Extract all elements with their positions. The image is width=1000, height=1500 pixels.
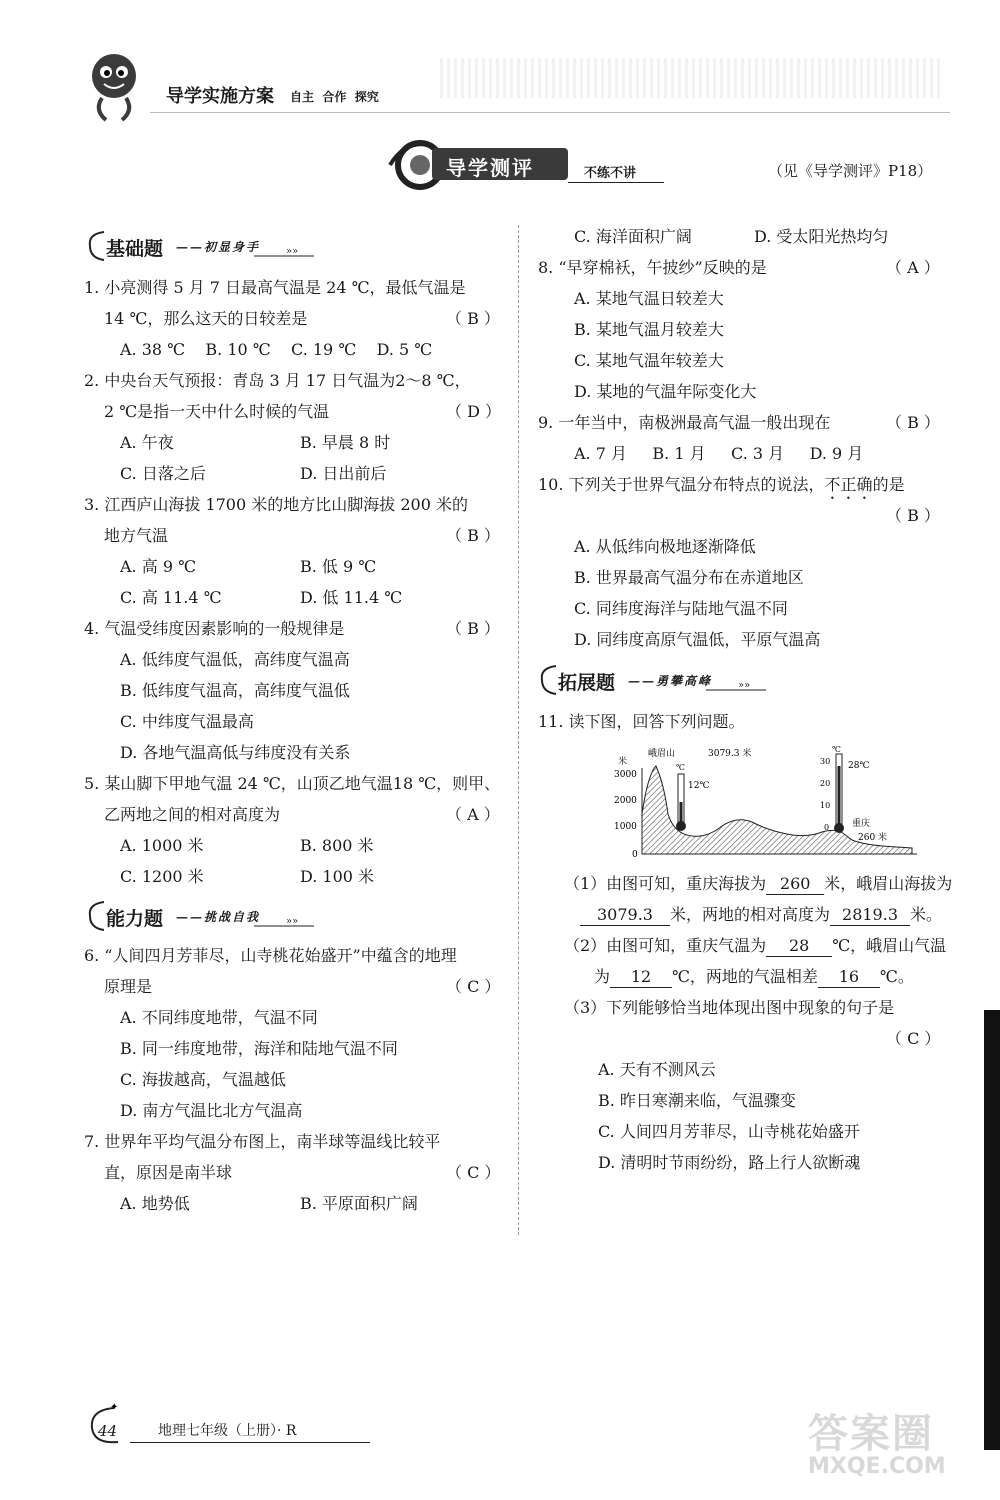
q2-option-d: D. 日出前后 — [300, 464, 387, 483]
q10-option-a: A. 从低纬向极地逐渐降低 — [574, 537, 756, 556]
header-texture — [440, 58, 940, 98]
y-tick: 2000 — [614, 796, 637, 806]
q11-part2-line2 — [594, 967, 914, 988]
q2-option-a: A. 午夜 — [120, 433, 174, 452]
q10-answer: （ B ） — [886, 506, 940, 525]
q10-emphasis: 不正确 — [824, 475, 873, 494]
q4-option-c: C. 中纬度气温最高 — [120, 712, 254, 731]
q4-answer: （ B ） — [446, 619, 500, 638]
book-title: 地理七年级（上册）· R — [158, 1423, 297, 1439]
q2-answer: （ D ） — [446, 402, 502, 421]
p1-text-b: 米，峨眉山海拔为 — [824, 874, 953, 893]
q4-option-d: D. 各地气温高低与纬度没有关系 — [120, 743, 351, 762]
q7-text: 7. 世界年平均气温分布图上，南半球等温线比较平 — [84, 1132, 441, 1151]
watermark-logo: 答案圈 — [808, 1411, 934, 1457]
thermo-unit: ℃ — [676, 763, 685, 772]
watermark-text: MXQE.COM — [808, 1454, 946, 1479]
q7-option-c: C. 海洋面积广阔 — [574, 227, 692, 246]
p2-blank-1: 28 — [766, 936, 832, 957]
q11-text: 11. 读下图，回答下列问题。 — [538, 712, 745, 731]
q6-option-c: C. 海拔越高，气温越低 — [120, 1070, 286, 1089]
thermometer-chongqing-icon — [834, 754, 844, 833]
banner-rule — [568, 182, 664, 183]
section-extend — [538, 662, 768, 696]
t-tick: 0 — [824, 823, 830, 832]
q8-option-d: D. 某地的气温年际变化大 — [574, 382, 757, 401]
q1-options: A. 38 ℃ B. 10 ℃ C. 19 ℃ D. 5 ℃ — [120, 340, 433, 359]
q3-text: 3. 江西庐山海拔 1700 米的地方比山脚海拔 200 米的 — [84, 495, 468, 514]
peak-label: 峨眉山 — [648, 749, 676, 759]
q6-option-d: D. 南方气温比北方气温高 — [120, 1101, 303, 1120]
section-subtitle: ——初显身手 — [176, 240, 261, 254]
svg-text:✦: ✦ — [110, 1402, 119, 1413]
q4-option-b: B. 低纬度气温高，高纬度气温低 — [120, 681, 350, 700]
banner-tag: 不练不讲 — [584, 166, 637, 181]
p1-text-d: 米。 — [910, 905, 943, 924]
q5-text-2: 乙两地之间的相对高度为 — [104, 805, 281, 824]
p1-text-c: 米，两地的相对高度为 — [670, 905, 831, 924]
header-tags: 自主 合作 探究 — [290, 90, 379, 104]
q7-option-a: A. 地势低 — [120, 1194, 190, 1213]
header-ref: （见《导学测评》P18） — [768, 162, 933, 180]
q10-text-b: 的是 — [872, 475, 905, 494]
q2-option-b: B. 早晨 8 时 — [300, 433, 391, 452]
p2-text-a: （2）由图可知，重庆气温为 — [564, 936, 767, 955]
svg-text:»»: »» — [286, 916, 299, 927]
q5-option-c: C. 1200 米 — [120, 867, 204, 886]
y-tick: 3000 — [614, 770, 637, 780]
peak-height: 3079.3 米 — [708, 749, 752, 759]
p3-option-d: D. 清明时节雨纷纷，路上行人欲断魂 — [598, 1153, 861, 1172]
t-tick: 20 — [820, 779, 831, 788]
q4-option-a: A. 低纬度气温低，高纬度气温高 — [120, 650, 350, 669]
mascot-icon — [84, 48, 144, 128]
q5-option-b: B. 800 米 — [300, 836, 374, 855]
q10-option-d: D. 同纬度高原气温低，平原气温高 — [574, 630, 821, 649]
q11-part3-answer: （ C ） — [886, 1029, 941, 1048]
q1-text-2: 14 ℃，那么这天的日较差是 — [104, 309, 308, 328]
q11-part1-line2 — [580, 905, 942, 926]
elevation-temperature-diagram — [612, 744, 922, 860]
q2-option-c: C. 日落之后 — [120, 464, 206, 483]
q8-option-b: B. 某地气温月较差大 — [574, 320, 724, 339]
q11-part2-line1 — [564, 936, 946, 957]
q7-option-b: B. 平原面积广阔 — [300, 1194, 418, 1213]
q11-part1-line1 — [564, 874, 952, 895]
p2-blank-3: 16 — [818, 967, 880, 988]
q5-option-d: D. 100 米 — [300, 867, 375, 886]
q2-text: 2. 中央台天气预报：青岛 3 月 17 日气温为2～8 ℃， — [84, 371, 471, 390]
p1-blank-1: 260 — [766, 874, 824, 895]
svg-text:»»: »» — [286, 246, 299, 257]
q11-part3: （3）下列能够恰当地体现出图中现象的句子是 — [564, 998, 895, 1017]
q7-text-2: 直，原因是南半球 — [104, 1163, 233, 1182]
q1-answer: （ B ） — [446, 309, 500, 328]
section-subtitle: ——挑战自我 — [176, 910, 261, 924]
q6-option-a: A. 不同纬度地带，气温不同 — [120, 1008, 318, 1027]
q3-option-b: B. 低 9 ℃ — [300, 557, 377, 576]
footer-rule — [130, 1442, 370, 1443]
thermometer-emei-icon — [676, 774, 686, 831]
q8-option-c: C. 某地气温年较差大 — [574, 351, 724, 370]
q8-answer: （ A ） — [886, 258, 940, 277]
q3-answer: （ B ） — [446, 526, 500, 545]
p2-text-e: ℃。 — [879, 967, 914, 986]
q8-text: 8. “早穿棉袄，午披纱”反映的是 — [538, 258, 767, 277]
p3-option-a: A. 天有不测风云 — [598, 1060, 716, 1079]
p2-blank-2: 12 — [610, 967, 672, 988]
t-tick: 10 — [820, 801, 831, 810]
q9-answer: （ B ） — [886, 413, 940, 432]
p3-option-b: B. 昨日寒潮来临，气温骤变 — [598, 1091, 796, 1110]
p1-blank-3: 2819.3 — [830, 905, 910, 926]
p2-text-c: 为 — [594, 967, 611, 986]
q5-answer: （ A ） — [446, 805, 500, 824]
q1-text: 1. 小亮测得 5 月 7 日最高气温是 24 ℃，最低气温是 — [84, 278, 466, 297]
city-height: 260 米 — [858, 833, 888, 843]
q9-options: A. 7 月 B. 1 月 C. 3 月 D. 9 月 — [574, 444, 864, 463]
section-title: 拓展题 — [558, 672, 616, 694]
section-title: 能力题 — [106, 908, 164, 930]
q10-option-b: B. 世界最高气温分布在赤道地区 — [574, 568, 804, 587]
q8-option-a: A. 某地气温日较差大 — [574, 289, 724, 308]
q3-option-d: D. 低 11.4 ℃ — [300, 588, 403, 607]
page-number: 44 — [98, 1422, 118, 1440]
q2-text-2: 2 ℃是指一天中什么时候的气温 — [104, 402, 330, 421]
q4-text: 4. 气温受纬度因素影响的一般规律是 — [84, 619, 345, 638]
y-tick: 1000 — [614, 822, 637, 832]
q5-text: 5. 某山脚下甲地气温 24 ℃，山顶乙地气温18 ℃，则甲、 — [84, 774, 501, 793]
column-divider — [518, 225, 519, 1235]
q7-option-d: D. 受太阳光热均匀 — [754, 227, 889, 246]
city-label: 重庆 — [852, 819, 871, 829]
q10-text-a: 10. 下列关于世界气温分布特点的说法， — [538, 475, 825, 494]
section-title: 基础题 — [106, 238, 164, 260]
p1-blank-2: 3079.3 — [580, 905, 670, 926]
y-unit-label: 米 — [618, 757, 628, 767]
t-tick: 30 — [820, 757, 831, 766]
page-edge-shadow — [984, 1010, 1000, 1450]
q3-text-2: 地方气温 — [104, 526, 169, 545]
section-basic — [86, 228, 316, 262]
q9-text: 9. 一年当中，南极洲最高气温一般出现在 — [538, 413, 831, 432]
p2-text-d: ℃，两地的气温相差 — [672, 967, 818, 986]
section-ability — [86, 898, 316, 932]
p1-text-a: （1）由图可知，重庆海拔为 — [564, 874, 767, 893]
peak-temp: 12℃ — [688, 781, 710, 791]
header-rule — [150, 112, 950, 113]
q6-text: 6. “人间四月芳菲尽，山寺桃花始盛开”中蕴含的地理 — [84, 946, 457, 965]
banner-title: 导学测评 — [446, 156, 534, 180]
q7-answer: （ C ） — [446, 1163, 501, 1182]
city-temp: 28℃ — [848, 761, 870, 771]
svg-text:»»: »» — [738, 680, 751, 691]
q10-option-c: C. 同纬度海洋与陆地气温不同 — [574, 599, 788, 618]
thermo-unit-right: ℃ — [832, 745, 841, 754]
header-title: 导学实施方案 — [166, 86, 274, 107]
q6-option-b: B. 同一纬度地带，海洋和陆地气温不同 — [120, 1039, 398, 1058]
p2-text-b: ℃，峨眉山气温 — [832, 936, 947, 955]
q3-option-c: C. 高 11.4 ℃ — [120, 588, 222, 607]
q5-option-a: A. 1000 米 — [120, 836, 204, 855]
p3-option-c: C. 人间四月芳菲尽，山寺桃花始盛开 — [598, 1122, 860, 1141]
q6-text-2: 原理是 — [104, 977, 153, 996]
section-subtitle: ——勇攀高峰 — [628, 674, 713, 688]
y-tick: 0 — [632, 850, 638, 860]
q10-text — [538, 475, 905, 503]
q3-option-a: A. 高 9 ℃ — [120, 557, 196, 576]
q6-answer: （ C ） — [446, 977, 501, 996]
